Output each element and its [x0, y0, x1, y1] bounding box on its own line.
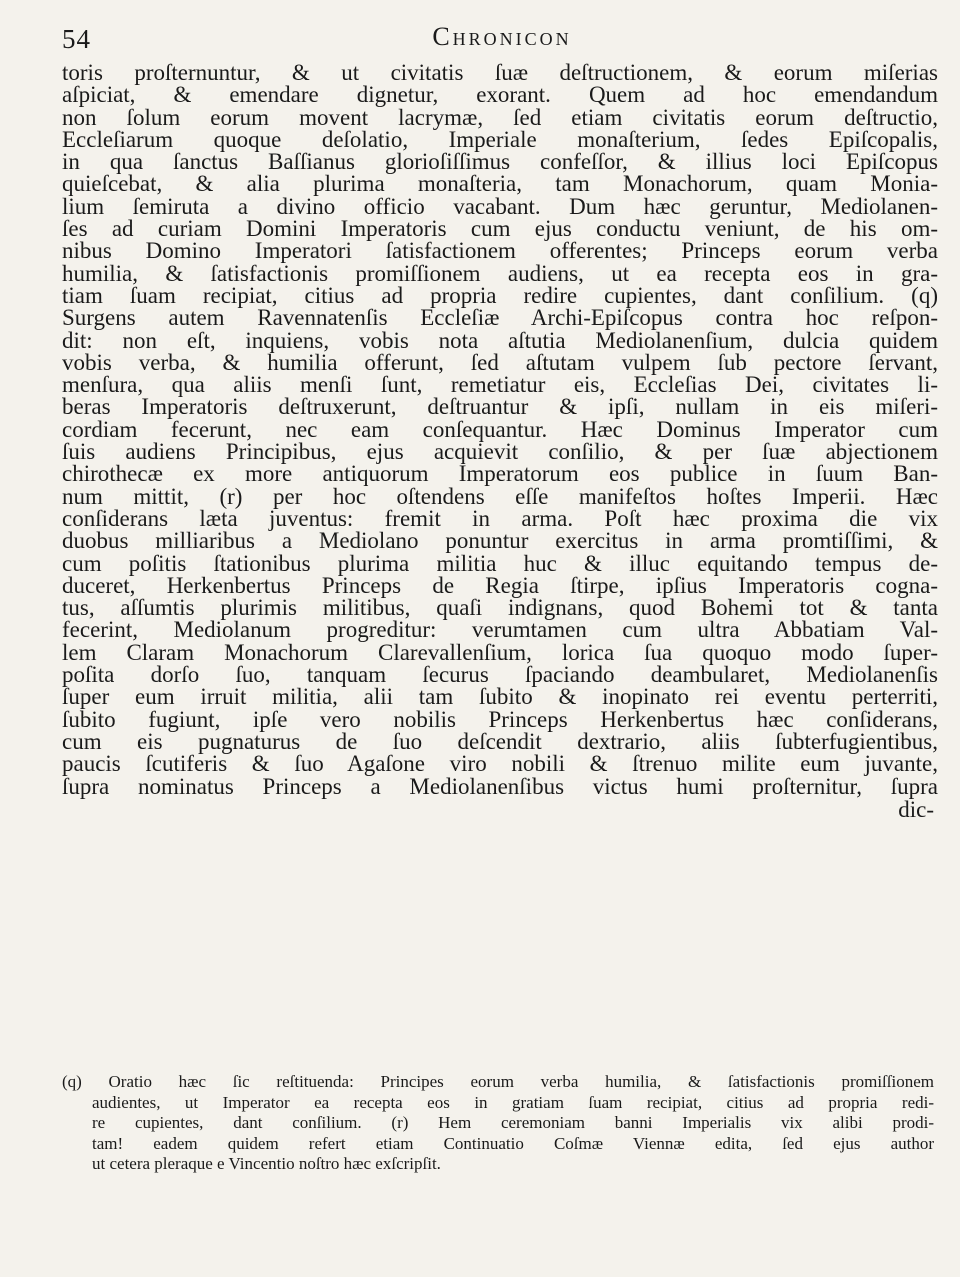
text-line: non ſolum eorum movent lacrymæ, ſed etiam civitatis eorum deſtructio,: [62, 104, 938, 130]
text-line: ſubito fugiunt, ipſe vero nobilis Princeps Herkenbertus hæc conſiderans,: [62, 706, 938, 732]
footnote-line: tam! eadem quidem refert etiam Continuatio Coſmæ Viennæ edita, ſed ejus author: [92, 1133, 934, 1153]
text-line: Eccleſiarum quoque deſolatio, Imperiale monaſterium, ſedes Epiſcopalis,: [62, 126, 938, 152]
text-line: vobis verba, & humilia offerunt, ſed aſtutam vulpem ſub pectore ſervant,: [62, 349, 938, 375]
page-header: [62, 20, 942, 58]
footnote-line: (q) Oratio hæc ſic reſtituenda: Principes eorum verba humilia, & ſatisfactionis promiſſionem: [62, 1072, 934, 1091]
text-line: menſura, qua aliis menſi ſunt, remetiatur eis, Eccleſias Dei, civitates li-: [62, 372, 938, 398]
catchword: dic-: [898, 796, 934, 822]
text-line: beras Imperatoris deſtruxerunt, deſtruantur & ipſi, nullam in eis miſeri-: [62, 394, 938, 420]
text-line: tiam ſuam recipiat, citius ad propria redire cupientes, dant conſilium. (q): [62, 282, 938, 308]
text-line: quieſcebat, & alia plurima monaſteria, tam Monachorum, quam Monia-: [62, 171, 938, 197]
text-line: num mittit, (r) per hoc oſtendens eſſe manifeſtos hoſtes Imperii. Hæc: [62, 483, 938, 509]
text-line: in qua ſanctus Baſſianus glorioſiſſimus confeſſor, & illius loci Epiſcopus: [62, 149, 938, 175]
text-line: chirothecæ ex more antiquorum Imperatorum eos publice in ſuum Ban-: [62, 461, 938, 487]
main-text-block: [62, 62, 938, 822]
text-line: Surgens autem Ravennatenſis Eccleſiæ Archi-Epiſcopus contra hoc reſpon-: [62, 305, 938, 331]
text-line: paucis ſcutiferis & ſuo Agaſone viro nobili & ſtrenuo milite eum juvante,: [62, 751, 938, 777]
text-line: lem Claram Monachorum Clarevallenſium, lorica ſua quoquo modo ſuper-: [62, 639, 938, 665]
text-line: ſupra nominatus Princeps a Mediolanenſibus victus humi proſternitur, ſupra: [62, 773, 938, 799]
text-line: aſpiciat, & emendare dignetur, exorant. Quem ad hoc emendandum: [62, 82, 938, 108]
text-line: toris proſternuntur, & ut civitatis ſuæ deſtructionem, & eorum miſerias: [62, 60, 938, 85]
text-line: fecerint, Mediolanum progreditur: verumtamen cum ultra Abbatiam Val-: [62, 617, 938, 643]
text-line: lium ſemiruta a divino officio vacabant. Dum hæc geruntur, Mediolanen-: [62, 193, 938, 219]
footnote-line: ut cetera pleraque e Vincentio noſtro hæc exſcripſit.: [92, 1154, 441, 1173]
text-line: conſiderans læta juventus: fremit in arma. Poſt hæc proxima die vix: [62, 505, 938, 531]
text-line: cordiam fecerunt, nec eam conſequantur. Hæc Dominus Imperator cum: [62, 416, 938, 442]
text-line: duobus milliaribus a Mediolano ponuntur exercitus in arma promtiſſimi, &: [62, 528, 938, 554]
text-line: duceret, Herkenbertus Princeps de Regia ſtirpe, ipſius Imperatoris cogna-: [62, 572, 938, 598]
text-line: cum poſitis ſtationibus plurima militia huc & illuc equitando tempus de-: [62, 550, 938, 576]
text-line: cum eis pugnaturus de ſuo deſcendit dextrario, aliis ſubterfugientibus,: [62, 728, 938, 754]
text-line: ſes ad curiam Domini Imperatoris cum ejus conductu veniunt, de his om-: [62, 216, 938, 242]
running-title: Chronicon: [432, 22, 572, 51]
text-line: humilia, & ſatisfactionis promiſſionem audiens, ut ea recepta eos in gra-: [62, 260, 938, 286]
footnote-line: re cupientes, dant conſilium. (r) Hem ceremoniam banni Imperialis vix alibi prodi-: [92, 1113, 934, 1132]
text-line: ſuis audiens Principibus, ejus acquievit conſilio, & per ſuæ abjectionem: [62, 439, 938, 465]
page-number: 54: [62, 24, 91, 54]
text-line: nibus Domino Imperatori ſatisfactionem offerentes; Princeps eorum verba: [62, 238, 938, 264]
text-line: dit: non eſt, inquiens, vobis nota aſtutia Mediolanenſium, dulcia quidem: [62, 327, 938, 353]
footnotes-block: [62, 1072, 934, 1175]
text-line: ſuper eum irruit militia, alii tam ſubito & inopinato rei eventu perterriti,: [62, 684, 938, 710]
text-line: tus, aſſumtis plurimis militibus, quaſi indignans, quod Bohemi tot & tanta: [62, 595, 938, 621]
text-line: poſita dorſo ſuo, tanquam ſecurus ſpaciando deambularet, Mediolanenſis: [62, 662, 938, 688]
footnote-line: audientes, ut Imperator ea recepta eos in gratiam ſuam recipiat, citius ad propria redi-: [92, 1092, 934, 1112]
